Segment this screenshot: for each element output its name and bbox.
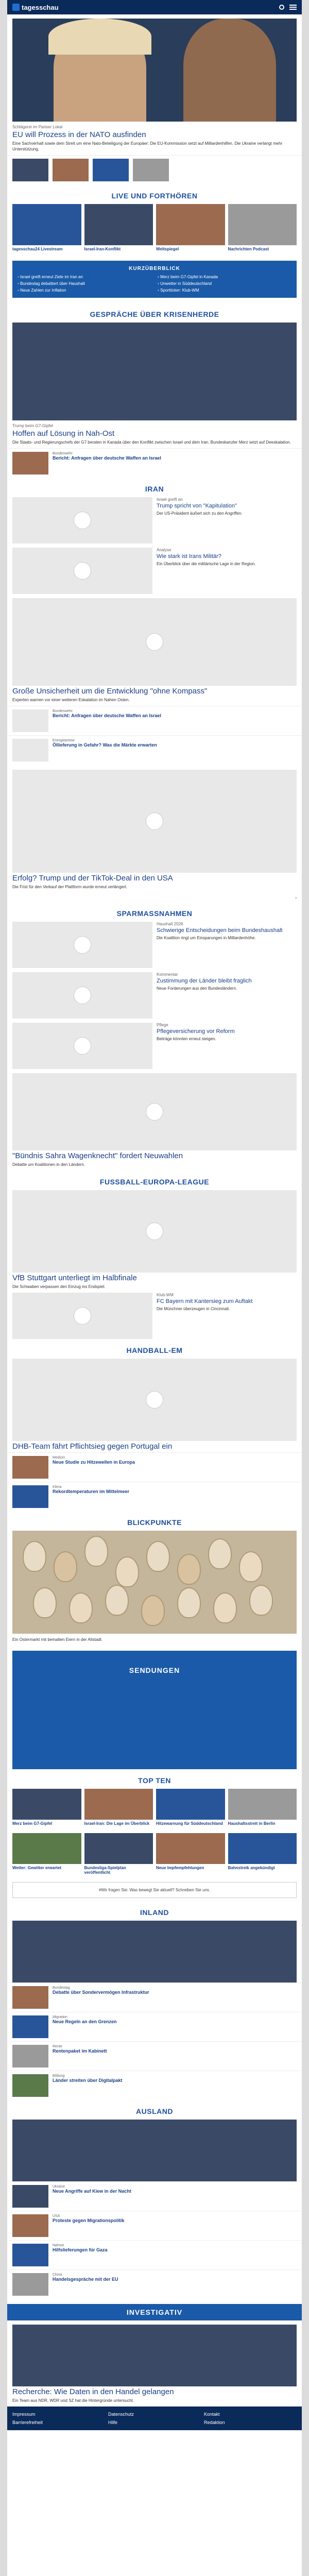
egg-shape (208, 1538, 232, 1569)
inland-row-thumb (12, 2074, 48, 2097)
footer-link[interactable]: Datenschutz (108, 2412, 134, 2417)
inland-row-title[interactable]: Rentenpaket im Kabinett (53, 2048, 107, 2054)
investigativ-teaser: Ein Team aus NDR, WDR und SZ hat die Hintergründe untersucht. (12, 2398, 134, 2403)
live-card-caption: Israel-Iran-Konflikt (84, 247, 121, 252)
sparkurs-kicker: Kommentar (157, 972, 178, 977)
topten-caption: Haushaltsstreit in Berlin (228, 1821, 276, 1826)
ausland-row-text (53, 2273, 118, 2296)
ausland-row[interactable] (7, 2181, 302, 2211)
inland-row[interactable] (7, 2041, 302, 2071)
ausland-row-thumb (12, 2185, 48, 2208)
sparkurs-teaser: Neue Forderungen aus den Bundesländern. (157, 986, 237, 991)
handball-row-kicker: Medizin (53, 1455, 65, 1460)
live-grid (7, 204, 302, 256)
ausland-row-thumb (12, 2244, 48, 2266)
egg-shape (177, 1554, 201, 1585)
sparkurs-headline[interactable]: Zustimmung der Länder bleibt fraglich (157, 977, 252, 984)
ausland-row-kicker: Ukraine (53, 2184, 65, 2189)
hero-image[interactable] (12, 19, 297, 122)
live-card-image (12, 204, 81, 245)
sparkurs-block-text (157, 972, 297, 1019)
sparkurs-teaser: Beiträge könnten erneut steigen. (157, 1036, 216, 1041)
sparkurs-kicker: Pflege (157, 1022, 168, 1027)
ausland-row-title[interactable]: Neue Angriffe auf Kiew in der Nacht (53, 2188, 131, 2194)
iran-row[interactable] (7, 706, 302, 735)
sparkurs-block-image[interactable] (12, 972, 152, 1019)
ausland-image[interactable] (12, 2120, 297, 2181)
live-card-image (84, 204, 153, 245)
ausland-row-kicker: China (53, 2273, 62, 2277)
gespraeche-related[interactable] (7, 448, 302, 478)
fussball-sub-text (157, 1293, 297, 1339)
handball-row-thumb (12, 1485, 48, 1508)
usa-headline[interactable]: Erfolg? Trump und der TikTok-Deal in den USA (12, 874, 173, 883)
live-card[interactable] (84, 204, 153, 256)
live-card-image (156, 204, 225, 245)
egg-shape (54, 1551, 77, 1582)
hero-related[interactable] (7, 155, 302, 184)
inland-row-kicker: Rente (53, 2044, 62, 2048)
play-icon[interactable] (74, 512, 91, 529)
ausland-row[interactable] (7, 2269, 302, 2299)
gespraeche-image[interactable] (12, 323, 297, 420)
play-icon[interactable] (146, 812, 163, 830)
ausland-row-text (53, 2244, 108, 2266)
sparkurs-block-text (157, 922, 297, 968)
fussball-sub-teaser: Die Münchner überzeugen in Cincinnati. (157, 1307, 230, 1312)
topten-caption: Bahnstreik angekündigt (228, 1865, 275, 1870)
iran-block-kicker: Israel greift an (157, 497, 183, 502)
kurzueberblick-list (18, 275, 291, 293)
iran-block-text (157, 497, 297, 544)
iran-block-headline[interactable]: Trump spricht von "Kapitulation" (157, 503, 237, 510)
handball-row-title[interactable]: Rekordtemperaturen im Mittelmeer (53, 1488, 130, 1494)
topten-card[interactable] (156, 1789, 225, 1830)
sparkurs-headline[interactable]: Schwierige Entscheidungen beim Bundeshaushalt (157, 927, 283, 934)
hero-title[interactable]: EU will Prozess in der NATO ausfinden (12, 130, 146, 139)
investigativ-headline[interactable]: Recherche: Wie Daten in den Handel gelangen (12, 2387, 174, 2396)
live-card[interactable] (12, 204, 81, 256)
inland-row-text (53, 2074, 123, 2097)
topten-card[interactable] (12, 1833, 81, 1879)
handball-image[interactable] (12, 1359, 297, 1441)
live-title: LIVE UND FORTHÖREN (111, 192, 198, 200)
topten-caption: Neue Impfempfehlungen (156, 1865, 204, 1870)
play-icon[interactable] (74, 562, 91, 580)
iran-row-thumb (12, 709, 48, 732)
ausland-row-text (53, 2214, 125, 2237)
egg-shape (249, 1585, 273, 1616)
topten-card[interactable] (156, 1833, 225, 1879)
related-thumb (93, 159, 129, 181)
ausland-row-title[interactable]: Proteste gegen Migrationspolitik (53, 2217, 125, 2223)
footer-link[interactable]: Kontakt (204, 2412, 220, 2417)
investigativ-title: INVESTIGATIV (126, 2308, 183, 2316)
footer-link[interactable]: Redaktion (204, 2420, 225, 2426)
investigativ-image[interactable] (12, 2325, 297, 2386)
egg-shape (141, 1595, 165, 1626)
fussball-sub-headline[interactable]: FC Bayern mit Kantersieg zum Auftakt (157, 1298, 253, 1304)
play-icon[interactable] (74, 1307, 91, 1325)
topten-image (12, 1789, 81, 1820)
topten-card[interactable] (84, 1833, 153, 1879)
logo-icon (12, 4, 20, 11)
related-title[interactable]: Bericht: Anfragen über deutsche Waffen an Israel (53, 455, 161, 461)
live-card[interactable] (228, 204, 297, 256)
inland-row-thumb (12, 2045, 48, 2067)
handball-row-text (53, 1456, 135, 1479)
play-icon[interactable] (146, 633, 163, 651)
fussball-image[interactable] (12, 1190, 297, 1273)
sparkurs-block-text (157, 1023, 297, 1069)
ausland-row-title[interactable]: Handelsgespräche mit der EU (53, 2276, 118, 2282)
topten-image (156, 1833, 225, 1864)
egg-shape (115, 1556, 139, 1587)
blickpunkt-caption: Ein Ostermarkt mit bemalten Eiern in der Altstadt. (12, 1637, 103, 1642)
logo[interactable] (12, 4, 59, 11)
iran-feature-teaser: Experten warnen vor einer weiteren Eskalation im Nahen Osten. (12, 698, 130, 703)
iran-block-kicker: Analyse (157, 548, 171, 553)
egg-shape (23, 1541, 46, 1572)
topten-card[interactable] (228, 1789, 297, 1830)
topten-caption: Hitzewarnung für Süddeutschland (156, 1821, 223, 1826)
handball-row-title[interactable]: Neue Studie zu Hitzewellen in Europa (53, 1459, 135, 1465)
iran-row-kicker: Bundeswehr (53, 709, 73, 714)
handball-title: HANDBALL-EM (126, 1346, 183, 1354)
iran-grid (7, 497, 302, 594)
handball-row[interactable] (7, 1452, 302, 1482)
topten-caption: Merz beim G7-Gipfel (12, 1821, 53, 1826)
iran-feature-headline[interactable]: Große Unsicherheit um die Entwicklung "ohne Kompass" (12, 687, 208, 696)
topten-image (84, 1833, 153, 1864)
iran-block-text (157, 548, 297, 594)
iran-row-title[interactable]: Bericht: Anfragen über deutsche Waffen an Israel (53, 713, 161, 719)
inland-row-kicker: Bundestag (53, 1986, 70, 1990)
ausland-row[interactable] (7, 2240, 302, 2269)
top-bar (7, 0, 302, 14)
topten-grid (7, 1789, 302, 1879)
inland-row-title[interactable]: Neue Regeln an den Grenzen (53, 2019, 117, 2024)
footer-link[interactable]: Hilfe (108, 2420, 118, 2426)
ausland-row-thumb (12, 2273, 48, 2296)
usa-teaser: Die Frist für den Verkauf der Plattform wurde erneut verlängert. (12, 885, 128, 890)
hero-kicker: Schlägerei im Pariser Lokal (12, 125, 63, 129)
ausland-row-thumb (12, 2214, 48, 2237)
egg-shape (33, 1587, 57, 1618)
fussball-teaser: Die Schwaben verpassen den Einzug ins Endspiel. (12, 1284, 106, 1289)
kurzueberblick-item[interactable]: ▪ Israel greift erneut Ziele im Iran an (18, 275, 151, 279)
sparkurs-grid (7, 922, 302, 1069)
header-actions (279, 5, 297, 10)
egg-shape (84, 1536, 108, 1567)
iran-block-teaser: Ein Überblick über die militärische Lage in der Region. (157, 562, 256, 567)
topten-title: TOP TEN (138, 1776, 171, 1785)
iran-row-text (53, 709, 161, 732)
topten-caption: Wetter: Gewitter erwartet (12, 1865, 61, 1870)
sendungen-title: SENDUNGEN (129, 1666, 180, 1675)
fussball-title: FUSSBALL-EUROPA-LEAGUE (99, 1177, 210, 1186)
iran-row[interactable] (7, 735, 302, 765)
page (7, 0, 302, 2576)
related-kicker: Bundeswehr (53, 452, 73, 456)
live-card-caption: Weltspiegel (156, 247, 179, 252)
egg-shape (69, 1592, 93, 1623)
search-icon[interactable] (279, 5, 284, 10)
fussball-sub (7, 1293, 302, 1339)
inland-row-thumb (12, 1986, 48, 2009)
inland-row[interactable] (7, 2071, 302, 2100)
egg-shape (146, 1541, 170, 1572)
iran-block-image[interactable] (12, 497, 152, 544)
sparkurs-block-image[interactable] (12, 1023, 152, 1069)
sparkurs-title: SPARMASSNAHMEN (116, 909, 193, 918)
hero-person-right (183, 19, 276, 122)
kurzueberblick-item[interactable]: ▪ Neue Zahlen zur Inflation (18, 288, 151, 293)
inland-row[interactable] (7, 2012, 302, 2041)
kurzueberblick-item[interactable]: ▪ Bundestag debattiert über Haushalt (18, 281, 151, 286)
fussball-sub-image[interactable] (12, 1293, 152, 1339)
sendungen-box (12, 1651, 297, 1769)
topten-image (228, 1789, 297, 1820)
topten-caption: Israel-Iran: Die Lage im Überblick (84, 1821, 150, 1826)
feedback-text: #Wir fragen Sie: Was bewegt Sie aktuell? Schreiben Sie uns. (98, 1887, 211, 1892)
footer-link[interactable]: Barrierefreiheit (12, 2420, 43, 2426)
sparkurs-teaser: Die Koalition ringt um Einsparungen in Milliardenhöhe. (157, 935, 256, 940)
topten-card[interactable] (228, 1833, 297, 1879)
more-link[interactable]: › (295, 895, 297, 900)
kurzueberblick-box (12, 261, 297, 298)
kurzueberblick-item[interactable]: ▪ Sportticker: Klub-WM (158, 288, 291, 293)
egg-shape (177, 1587, 201, 1618)
inland-row[interactable] (7, 1982, 302, 2012)
sparkurs-block-image[interactable] (12, 922, 152, 968)
live-card-caption: Nachrichten Podcast (228, 247, 269, 252)
handball-row-text (53, 1485, 129, 1508)
handball-row[interactable] (7, 1482, 302, 1511)
play-icon[interactable] (74, 987, 91, 1004)
ausland-row-text (53, 2185, 131, 2208)
inland-row-title[interactable]: Länder streiten über Digitalpakt (53, 2077, 123, 2083)
play-icon[interactable] (74, 1037, 91, 1055)
gespraeche-kicker: Trump beim G7-Gipfel (12, 423, 53, 428)
sparkurs-feature-image[interactable] (12, 1073, 297, 1150)
topten-image (228, 1833, 297, 1864)
play-icon[interactable] (146, 1103, 163, 1121)
iran-block-headline[interactable]: Wie stark ist Irans Militär? (157, 553, 221, 560)
kurzueberblick-title: KURZÜBERBLICK (129, 265, 180, 272)
gespraeche-headline[interactable]: Hoffen auf Lösung in Nah-Ost (12, 429, 115, 438)
blickpunkt-title: BLICKPUNKTE (127, 1518, 182, 1527)
related-text (53, 452, 161, 474)
ausland-title: AUSLAND (136, 2107, 173, 2115)
ausland-row-kicker: Nahost (53, 2243, 64, 2247)
ausland-row-title[interactable]: Hilfslieferungen für Gaza (53, 2247, 108, 2252)
iran-title: IRAN (145, 485, 164, 494)
usa-image[interactable] (12, 770, 297, 873)
footer-nav (7, 2406, 302, 2430)
investigativ-band (7, 2304, 302, 2320)
topten-caption: Bundesliga-Spielplan veröffentlicht (84, 1865, 126, 1875)
inland-image[interactable] (12, 1921, 297, 1982)
live-card-image (228, 204, 297, 245)
ausland-row[interactable] (7, 2211, 302, 2240)
inland-row-title[interactable]: Debatte über Sondervermögen Infrastruktur (53, 1989, 149, 1995)
sparkurs-feature-headline[interactable]: "Bündnis Sahra Wagenknecht" fordert Neuwahlen (12, 1151, 183, 1160)
related-thumb (12, 159, 48, 181)
iran-block-image[interactable] (12, 548, 152, 594)
brand-name: tagesschau (22, 3, 59, 11)
iran-row-title[interactable]: Öllieferung in Gefahr? Was die Märkte erwarten (53, 742, 157, 748)
topten-image (84, 1789, 153, 1820)
gespraeche-title: GESPRÄCHE ÜBER KRISENHERDE (90, 310, 219, 318)
fussball-headline[interactable]: VfB Stuttgart unterliegt im Halbfinale (12, 1273, 137, 1282)
iran-row-kicker: Energiepreise (53, 739, 75, 743)
hero-hair (48, 19, 151, 55)
topten-image (156, 1789, 225, 1820)
ausland-row-kicker: USA (53, 2214, 60, 2218)
inland-row-text (53, 1986, 149, 2009)
gespraeche-teaser: Die Staats- und Regierungschefs der G7 beraten in Kanada über den Konflikt zwischen Israel und dem Iran. Bundeskanzler Merz setzt auf Deeskalation. (12, 439, 291, 445)
live-card[interactable] (156, 204, 225, 256)
menu-icon[interactable] (289, 5, 297, 10)
sparkurs-headline[interactable]: Pflegeversicherung vor Reform (157, 1028, 235, 1035)
play-icon[interactable] (146, 1223, 163, 1240)
related-thumb (53, 159, 89, 181)
kurzueberblick-item[interactable]: ▪ Unwetter in Süddeutschland (158, 281, 291, 286)
topten-image (12, 1833, 81, 1864)
inland-row-kicker: Migration (53, 2015, 67, 2019)
inland-row-thumb (12, 2015, 48, 2038)
related-thumb (12, 452, 48, 474)
iran-row-thumb (12, 739, 48, 761)
inland-row-text (53, 2015, 117, 2038)
handball-row-thumb (12, 1456, 48, 1479)
topten-card[interactable] (12, 1789, 81, 1830)
egg-shape (213, 1592, 237, 1623)
inland-title: INLAND (140, 1908, 169, 1917)
fussball-sub-kicker: Klub-WM (157, 1292, 174, 1297)
feedback-box[interactable] (12, 1882, 297, 1898)
sparkurs-feature-teaser: Debatte um Koalitionen in den Ländern. (12, 1162, 85, 1167)
handball-row-kicker: Klima (53, 1485, 62, 1489)
inland-row-kicker: Bildung (53, 2074, 65, 2078)
inland-row-text (53, 2045, 107, 2067)
footer-link[interactable]: Impressum (12, 2412, 36, 2417)
kurzueberblick-item[interactable]: ▪ Merz beim G7-Gipfel in Kanada (158, 275, 291, 279)
related-thumb (133, 159, 169, 181)
blickpunkt-image[interactable] (12, 1531, 297, 1634)
iran-block-teaser: Der US-Präsident äußert sich zu den Angriffen. (157, 511, 243, 516)
hero-teaser: Eine Sachverhalt sowie dem Streit um eine Nato-Beteiligung der Europäer: Die EU-Kommission setzt auf Milliardenhilfen. Die Ukraine verlangt mehr Unterstützung. (12, 141, 283, 152)
handball-headline[interactable]: DHB-Team fährt Pflichtsieg gegen Portugal ein (12, 1442, 173, 1451)
egg-shape (105, 1585, 129, 1616)
live-card-caption: tagesschau24 Livestream (12, 247, 63, 252)
iran-feature-image[interactable] (12, 598, 297, 686)
egg-shape (239, 1551, 263, 1582)
topten-card[interactable] (84, 1789, 153, 1830)
play-icon[interactable] (74, 936, 91, 954)
iran-row-text (53, 739, 157, 761)
play-icon[interactable] (146, 1391, 163, 1409)
sparkurs-kicker: Haushalt 2026 (157, 921, 183, 926)
